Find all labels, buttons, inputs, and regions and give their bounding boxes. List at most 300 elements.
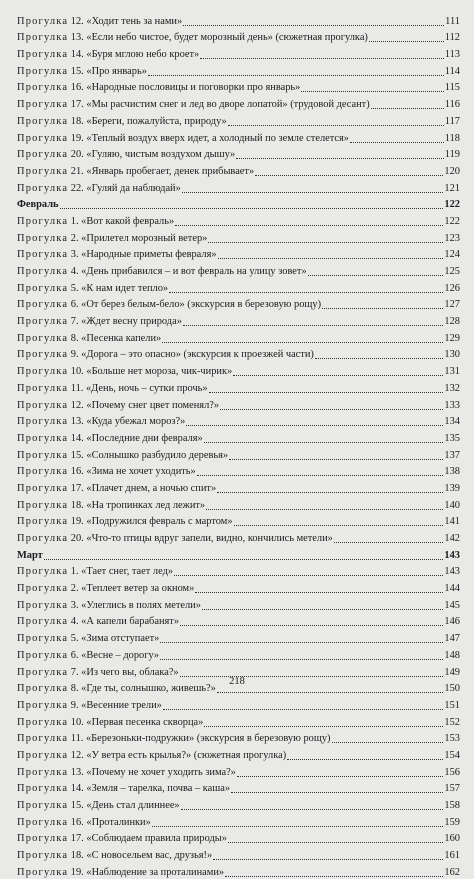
toc-entry-prefix: Прогулка [17,65,69,77]
toc-entry-title: 22. «Гуляй да наблюдай» [68,182,181,194]
toc-entry-title: 2. «Теплеет ветер за окном» [68,583,195,595]
dot-leader [160,642,443,643]
toc-entry [17,261,460,278]
toc-entry [17,145,460,162]
toc-entry-page: 157 [444,783,460,795]
dot-leader [369,41,444,42]
toc-entry-page: 131 [444,366,460,378]
toc-entry [17,378,460,395]
toc-entry-page: 152 [444,716,460,728]
toc-entry-page: 111 [445,15,460,27]
dot-leader [197,475,444,476]
toc-entry-page: 147 [444,633,460,645]
toc-entry-title: 12. «Почему снег цвет поменял?» [68,399,220,411]
toc-entry-title: 4. «А капели барабанят» [68,616,180,628]
toc-entry-prefix: Прогулка [17,49,69,61]
toc-entry-page: 151 [444,699,460,711]
toc-entry-title: 19. «Теплый воздух вверх идет, а холодный по земле стелется» [68,132,349,144]
toc-entry [17,478,460,495]
toc-entry-prefix: Прогулка [17,850,69,862]
toc-entry-page: 162 [444,866,460,878]
toc-entry-page: 118 [444,132,460,144]
toc-entry-page: 146 [444,616,460,628]
toc-entry-prefix: Прогулка [17,633,69,645]
dot-leader [350,142,444,143]
toc-entry-prefix: Прогулка [17,466,69,478]
toc-entry-page: 138 [444,466,460,478]
toc-entry [17,11,460,28]
toc-entry-label [17,299,321,311]
dot-leader [218,258,444,259]
toc-entry-label [17,700,162,712]
toc-entry [17,361,460,378]
toc-entry [17,128,460,145]
toc-entry-prefix: Прогулка [17,416,69,428]
toc-entry-prefix: Прогулка [17,15,69,27]
toc-entry [17,628,460,645]
toc-entry [17,645,460,662]
toc-entry [17,462,460,479]
toc-entry-title: 9. «Весенние трели» [68,699,162,711]
toc-entry-label [17,366,232,378]
toc-entry-title: 16. «Народные пословицы и поговорки про январь» [68,82,301,94]
toc-entry-label [17,383,208,395]
toc-entry [17,762,460,779]
toc-entry-page: 150 [444,683,460,695]
toc-entry-label [17,99,370,111]
toc-entry [17,795,460,812]
toc-entry-label [17,566,173,578]
toc-entry-prefix: Прогулка [17,132,69,144]
toc-entry-title: 1. «Тает снег, тает лед» [68,566,174,578]
toc-entry [17,28,460,45]
toc-entry [17,245,460,262]
toc-entry-label [17,516,233,528]
dot-leader [204,726,443,727]
toc-entry-prefix: Прогулка [17,382,69,394]
toc-entry-prefix: Прогулка [17,583,69,595]
toc-entry-label [17,466,196,478]
toc-entry-page: 141 [444,516,460,528]
dot-leader [371,108,444,109]
toc-entry-label [17,433,203,445]
toc-entry [17,712,460,729]
dot-leader [334,542,444,543]
toc-entry-prefix: Прогулка [17,299,69,311]
dot-leader [204,442,444,443]
toc-entry [17,311,460,328]
dot-leader [183,25,444,26]
toc-entry [17,328,460,345]
dot-leader [148,75,444,76]
dot-leader [225,876,443,877]
toc-entry-title: 15. «День стал длиннее» [68,800,180,811]
dot-leader [228,125,444,126]
dot-leader [229,459,443,460]
toc-entry-title: 14. «Последние дни февраля» [68,432,203,444]
toc-entry-page: 112 [444,32,460,44]
dot-leader [308,275,444,276]
toc-entry-page: 123 [444,232,460,244]
dot-leader [175,225,443,226]
toc-entry-title: 10. «Первая песенка скворца» [68,716,204,728]
toc-entry-label [17,450,228,462]
toc-entry-title: 14. «Буря мглою небо кроет» [68,49,200,61]
toc-entry-title: 6. «Весне – дорогу» [68,649,160,661]
toc-entry-title: 11. «Березоньки-подружки» (экскурсия в березовую рощу) [68,733,331,745]
toc-entry-title: 16. «Проталинки» [68,816,151,828]
toc-entry [17,94,460,111]
toc-entry-page: 127 [444,299,460,311]
toc-entry-prefix: Прогулка [17,699,69,711]
toc-entry-title: 4. «День прибавился – и вот февраль на улицу зовет» [68,266,307,277]
toc-entry-prefix: Прогулка [17,99,69,111]
toc-section-heading [17,195,460,212]
toc-entry-page: 149 [444,666,460,678]
toc-entry-label [17,850,212,862]
toc-entry-page: 124 [444,249,460,261]
toc-entry-page: 135 [444,432,460,444]
toc-entry-label [17,316,182,328]
toc-entry [17,695,460,712]
toc-entry-label [17,149,235,161]
toc-entry-page: 115 [444,82,460,94]
toc-entry-title: 19. «Наблюдение за проталинами» [68,866,225,878]
dot-leader [220,409,443,410]
toc-entry-page: 144 [444,583,460,595]
toc-entry-label [17,750,286,762]
toc-entry [17,595,460,612]
toc-entry-page: 120 [444,165,460,177]
toc-entry-title: 1. «Вот какой февраль» [68,215,175,227]
toc-entry-title: 5. «К нам идет тепло» [68,282,169,294]
dot-leader [186,425,443,426]
toc-entry-title: 9. «Дорога – это опасно» (экскурсия к проезжей части) [68,349,314,361]
toc-entry-title: 5. «Зима отступает» [68,633,160,645]
toc-entry-prefix: Прогулка [17,332,69,344]
toc-entry-label [17,66,147,78]
toc-section-heading [17,545,460,562]
toc-entry [17,562,460,579]
toc-entry-page: 119 [444,149,460,161]
toc-entry [17,845,460,862]
toc-entry-prefix: Прогулка [17,449,69,461]
toc-entry-page: 113 [444,49,460,61]
dot-leader [322,308,443,309]
toc-entry-label [17,400,219,412]
toc-entry-label [17,783,230,795]
toc-entry-page: 160 [444,833,460,845]
toc-entry-prefix: Прогулка [17,666,69,678]
toc-entry [17,278,460,295]
table-of-contents [17,11,460,879]
toc-entry-page: 158 [444,800,460,811]
toc-entry-title: 18. «Береги, пожалуйста, природу» [68,115,227,127]
dot-leader [217,492,443,493]
toc-entry-page: 133 [444,399,460,411]
dot-leader [183,325,444,326]
dot-leader [162,342,443,343]
toc-entry-prefix: Прогулка [17,800,69,811]
dot-leader [160,659,443,660]
toc-entry-prefix: Прогулка [17,516,69,528]
toc-entry-title: 7. «Ждет весну природа» [68,316,182,328]
toc-entry-prefix: Прогулка [17,566,69,578]
dot-leader [237,776,444,777]
toc-entry-label [17,166,254,178]
dot-leader [315,358,444,359]
toc-entry-label [17,32,368,44]
toc-entry-prefix: Прогулка [17,599,69,611]
toc-entry-page: 134 [444,416,460,428]
toc-entry [17,345,460,362]
toc-entry-prefix: Прогулка [17,165,69,177]
toc-entry-title: 10. «Больше нет мороза, чик-чирик» [68,366,233,378]
toc-entry-title: 8. «Где ты, солнышко, живешь?» [68,683,216,695]
toc-entry-title: 15. «Про январь» [68,65,147,77]
toc-entry-title: 7. «Из чего вы, облака?» [68,666,179,678]
toc-entry-prefix: Прогулка [17,215,69,227]
toc-entry-prefix: Прогулка [17,716,69,728]
dot-leader [287,759,443,760]
toc-entry-label [17,717,203,729]
toc-entry [17,862,460,879]
toc-entry-title: 15. «Солнышко разбудило деревья» [68,449,229,461]
toc-entry-prefix: Прогулка [17,766,69,778]
toc-entry [17,745,460,762]
toc-entry-label [17,233,207,245]
toc-entry [17,578,460,595]
toc-entry-label [17,583,194,595]
page-number: 218 [229,676,245,687]
toc-entry-title: 20. «Что-то птицы вдруг запели, видно, кончились метели» [68,533,333,544]
toc-entry [17,211,460,228]
toc-entry-title: 13. «Куда убежал мороз?» [68,416,186,428]
toc-entry-page: 153 [444,733,460,745]
toc-entry-label [17,16,182,28]
toc-entry-prefix: Прогулка [17,649,69,661]
toc-entry-prefix: Прогулка [17,349,69,361]
toc-entry [17,412,460,429]
toc-entry-page: 121 [444,182,460,194]
toc-entry [17,528,460,545]
dot-leader [180,625,443,626]
toc-entry-label [17,349,314,361]
toc-entry-title: 18. «На тропинках лед лежит» [68,499,206,511]
toc-entry-label [17,533,333,545]
toc-entry-page: 139 [444,482,460,494]
toc-entry-page: 126 [444,282,460,294]
toc-entry-title: Март [17,549,43,561]
toc-entry-title: 3. «Народные приметы февраля» [68,249,217,261]
toc-entry-prefix: Прогулка [17,432,69,444]
dot-leader [301,91,443,92]
dot-leader [236,158,444,159]
toc-entry-prefix: Прогулка [17,366,69,378]
toc-entry-label [17,633,159,645]
toc-entry-prefix: Прогулка [17,282,69,294]
toc-entry-page: 148 [444,649,460,661]
toc-entry-page: 122 [444,215,460,227]
toc-entry-page: 132 [444,382,460,394]
toc-entry [17,228,460,245]
toc-entry [17,178,460,195]
toc-entry-label [17,49,199,61]
toc-entry-title: 16. «Зима не хочет уходить» [68,466,196,478]
toc-entry-prefix: Прогулка [17,82,69,94]
toc-entry-label [17,116,227,128]
toc-entry-prefix: Прогулка [17,182,69,194]
toc-entry-page: 142 [444,533,460,544]
toc-entry-label [17,249,217,261]
toc-entry-title: Февраль [17,199,59,211]
toc-entry-label [17,616,179,628]
toc-entry-page: 114 [444,65,460,77]
dot-leader [217,692,444,693]
dot-leader [231,792,443,793]
toc-entry [17,395,460,412]
toc-entry-page: 154 [444,749,460,761]
toc-entry-title: 12. «У ветра есть крылья?» (сюжетная прогулка) [68,749,287,761]
toc-entry-title: 17. «Мы расчистим снег и лед во дворе лопатой» (трудовой десант) [68,99,370,111]
dot-leader [181,809,444,810]
toc-entry-prefix: Прогулка [17,32,69,44]
dot-leader [182,192,444,193]
toc-entry-label [17,183,181,195]
toc-entry-page: 122 [444,199,460,211]
toc-entry-title: 3. «Улеглись в полях метели» [68,599,201,611]
toc-entry-title: 17. «Плачет днем, а ночью спит» [68,482,217,494]
dot-leader [202,609,443,610]
toc-entry-label [17,817,151,829]
toc-entry [17,512,460,529]
toc-entry-label [17,867,224,879]
toc-entry-label [17,416,185,428]
toc-entry-title: 21. «Январь пробегает, денек прибывает» [68,165,255,177]
toc-entry-prefix: Прогулка [17,749,69,761]
toc-entry-label [17,600,201,612]
toc-entry-page: 143 [444,549,460,561]
toc-entry [17,612,460,629]
dot-leader [228,842,443,843]
toc-entry-prefix: Прогулка [17,316,69,328]
toc-entry-title: 2. «Прилетел морозный ветер» [68,232,208,244]
toc-entry-title: 17. «Соблюдаем правила природы» [68,833,227,845]
toc-entry-label [17,483,216,495]
toc-entry-title: 11. «День, ночь – сутки прочь» [68,382,208,394]
toc-entry [17,61,460,78]
dot-leader [200,58,444,59]
dot-leader [163,709,444,710]
toc-entry-prefix: Прогулка [17,533,69,544]
toc-entry-prefix: Прогулка [17,499,69,511]
toc-entry [17,428,460,445]
toc-entry-prefix: Прогулка [17,399,69,411]
toc-entry-label [17,650,159,662]
toc-entry-label [17,82,300,94]
toc-entry-prefix: Прогулка [17,149,69,161]
toc-entry-title: 8. «Песенка капели» [68,332,162,344]
toc-entry-prefix: Прогулка [17,266,69,277]
toc-entry [17,729,460,746]
toc-entry-prefix: Прогулка [17,482,69,494]
toc-entry [17,161,460,178]
dot-leader [332,742,444,743]
dot-leader [234,525,444,526]
toc-entry-prefix: Прогулка [17,816,69,828]
toc-entry-page: 159 [444,816,460,828]
toc-entry-label [17,266,307,278]
dot-leader [208,242,443,243]
dot-leader [169,292,443,293]
toc-entry-page: 125 [444,266,460,277]
toc-entry-prefix: Прогулка [17,833,69,845]
dot-leader [174,575,443,576]
toc-entry [17,445,460,462]
dot-leader [233,375,443,376]
dot-leader [195,592,443,593]
toc-entry-prefix: Прогулка [17,616,69,628]
toc-entry-page: 137 [444,449,460,461]
toc-entry [17,779,460,796]
toc-entry [17,78,460,95]
toc-entry-label [17,800,180,812]
toc-entry-label [17,133,349,145]
toc-entry [17,111,460,128]
toc-entry [17,812,460,829]
toc-entry-label [17,833,227,845]
toc-entry-title: 14. «Земля – тарелка, почва – каша» [68,783,231,795]
toc-entry-title: 20. «Гуляю, чистым воздухом дышу» [68,149,236,161]
toc-entry-label [17,283,168,295]
toc-entry-page: 129 [444,332,460,344]
toc-entry-title: 13. «Почему не хочет уходить зима?» [68,766,236,778]
dot-leader [60,208,444,209]
toc-entry-page: 161 [444,850,460,862]
dot-leader [213,859,443,860]
toc-entry-title: 6. «От берез белым-бело» (экскурсия в березовую рощу) [68,299,322,311]
dot-leader [255,175,443,176]
toc-entry-label [17,500,205,512]
toc-entry-label [17,216,174,228]
toc-entry-page: 145 [444,599,460,611]
toc-entry-title: 13. «Если небо чистое, будет морозный день» (сюжетная прогулка) [68,32,368,44]
toc-entry-page: 128 [444,316,460,328]
toc-entry-page: 130 [444,349,460,361]
toc-entry-page: 140 [444,499,460,511]
toc-entry [17,495,460,512]
toc-entry [17,829,460,846]
toc-entry-title: 18. «С новосельем вас, друзья!» [68,850,213,862]
toc-entry-label [17,199,59,211]
toc-entry-page: 143 [444,566,460,578]
toc-entry-prefix: Прогулка [17,232,69,244]
dot-leader [209,392,444,393]
toc-entry-page: 117 [444,115,460,127]
toc-entry [17,44,460,61]
toc-entry-label [17,333,161,345]
toc-entry [17,295,460,312]
toc-entry-prefix: Прогулка [17,783,69,795]
toc-entry-label [17,550,43,562]
toc-entry-page: 156 [444,766,460,778]
toc-entry-page: 116 [444,99,460,111]
toc-entry-prefix: Прогулка [17,249,69,261]
toc-entry-prefix: Прогулка [17,683,69,695]
toc-entry-title: 12. «Ходит тень за нами» [68,15,183,27]
toc-entry-prefix: Прогулка [17,115,69,127]
toc-entry-label [17,733,331,745]
